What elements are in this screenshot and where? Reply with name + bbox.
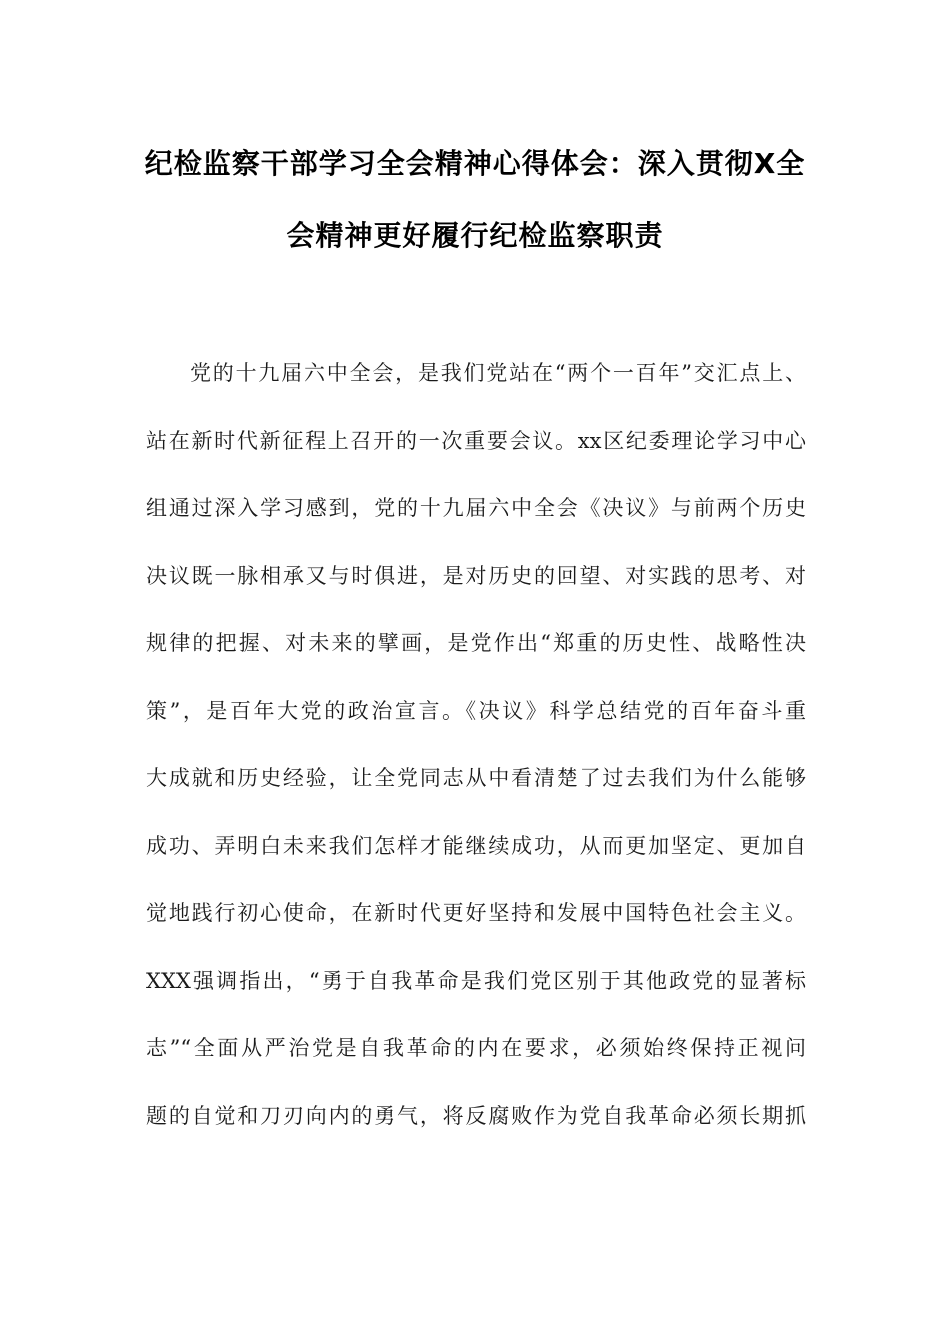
title-line-1: 纪检监察干部学习全会精神心得体会：深入贯彻X全 — [144, 147, 806, 180]
body-line: 策”，是百年大党的政治宣言。《决议》科学总结党的百年奋斗重 — [146, 698, 806, 723]
body-line: 规律的把握、对未来的擘画，是党作出“郑重的历史性、战略性决 — [146, 631, 806, 655]
document-title — [140, 128, 810, 272]
body-line: 站在新时代新征程上召开的一次重要会议。xx区纪委理论学习中心 — [146, 428, 806, 453]
body-line: 成功、弄明白未来我们怎样才能继续成功，从而更加坚定、更加自 — [146, 833, 806, 858]
body-line: 觉地践行初心使命，在新时代更好坚持和发展中国特色社会主义。 — [146, 901, 806, 925]
body-line: 党的十九届六中全会，是我们党站在“两个一百年”交汇点上、 — [190, 361, 806, 385]
body-line: XXX强调指出，“勇于自我革命是我们党区别于其他政党的显著标 — [146, 968, 806, 993]
body-line: 题的自觉和刀刃向内的勇气，将反腐败作为党自我革命必须长期抓 — [146, 1103, 806, 1128]
body-line: 决议既一脉相承又与时俱进，是对历史的回望、对实践的思考、对 — [146, 563, 806, 588]
body-line: 志”“全面从严治党是自我革命的内在要求，必须始终保持正视问 — [146, 1036, 806, 1060]
document-body — [146, 340, 806, 1150]
body-line: 组通过深入学习感到，党的十九届六中全会《决议》与前两个历史 — [146, 496, 806, 520]
title-line-2: 会精神更好履行纪检监察职责 — [286, 219, 664, 252]
body-line: 大成就和历史经验，让全党同志从中看清楚了过去我们为什么能够 — [146, 766, 806, 790]
